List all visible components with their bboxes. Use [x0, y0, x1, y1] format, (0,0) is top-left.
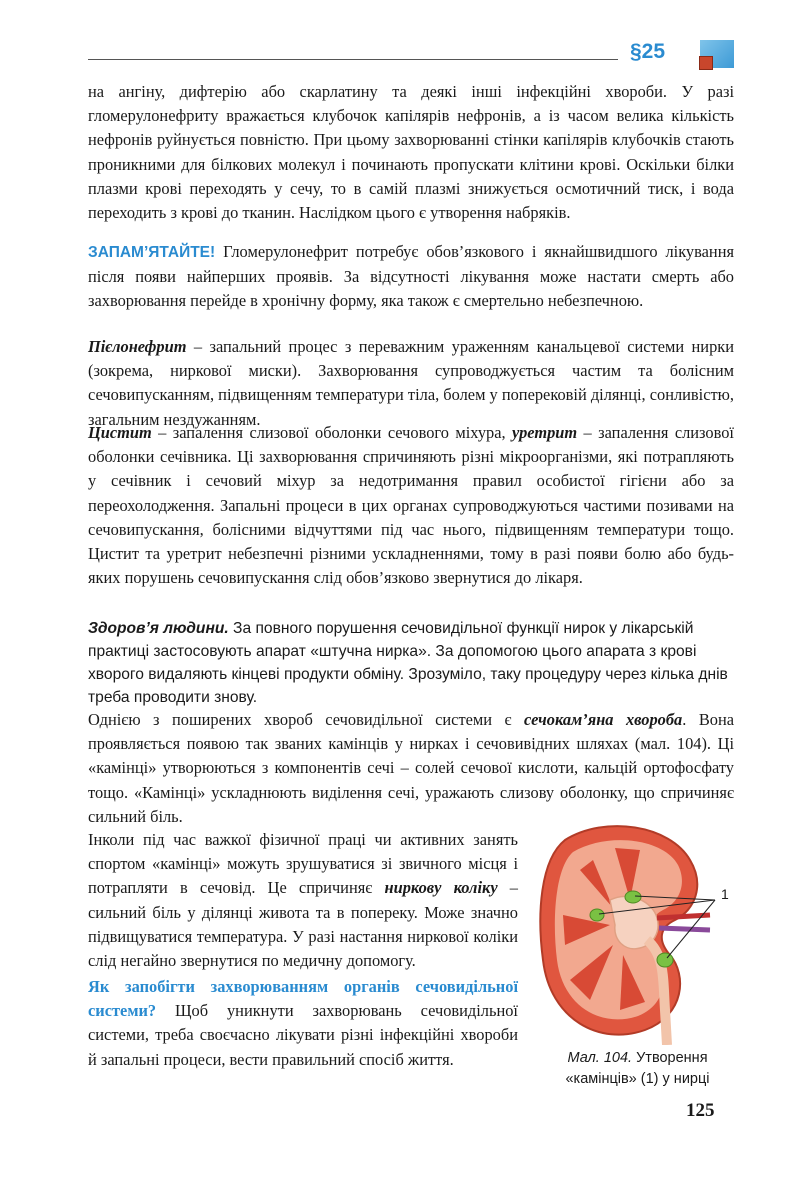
paragraph-pyelonephritis: [88, 335, 734, 432]
header-rule: [88, 59, 618, 60]
urolithiasis-text: . Вона проявляється появою так званих камінців у нирках і сечовивідних шляхах (мал. 104). Ці «камінці» утворюються з компонентів сечі – солей сечової кислоти, кальцій ортофосфату тощо. «Камінці» ускладнюють виділення сечі, уражають слизову оболонку, що спричиняє сильний біль.: [88, 710, 734, 826]
remember-text: Гломерулонефрит потребує обов’язкового і якнайшвидшого лікування після появи найперших проявів. За відсутності лікування може настати смерть або захворювання перейде в хронічну форму, яка також є смертельно небезпечною.: [88, 242, 734, 311]
term-urolithiasis: сечокам’яна хвороба: [524, 710, 683, 729]
urethritis-text: – запалення слизової оболонки сечівника. Ці захворювання спричиняють різні мікроорганізми, які потрапляють у сечівник і сечовий міхур за недотримання правил особистої гігієни або за переохолодження. Запальні процеси в цих органах супроводжуються частими позивами на сечовипускання, болісними відчуттями під час нього, підвищенням температури тощо. Цистит та уретрит небезпечні різними ускладненнями, тому в разі появи болю або будь-яких порушень сечовипускання слід обов’язково звернутися до лікаря.: [88, 423, 734, 588]
remember-note: [88, 240, 734, 314]
term-urethritis: уретрит: [512, 423, 578, 442]
section-number: §25: [630, 40, 666, 63]
paragraph-cystitis: [88, 421, 734, 590]
prevention-question: Як запобігти захворюванням органів сечовидільної системи?: [88, 977, 518, 1021]
corner-square-icon: [699, 56, 713, 70]
colic-intro: Інколи під час важкої фізичної праці чи активних занять спортом «камінці» можуть зрушуватися зі звичного місця і потрапляти в сечовід. Це спричиняє: [88, 830, 518, 898]
health-text: За повного порушення сечовидільної функції нирок у лікарській практиці застосовують апарат «штучна нирка». За допомогою цього апарата з крові хворого видаляють кінцеві продукти обміну. Зрозуміло, таку процедуру через кілька днів треба проводити знову.: [88, 620, 728, 706]
term-pyelonephritis: Пієлонефрит: [88, 337, 187, 356]
prevention-paragraph: [88, 975, 518, 1072]
paragraph-renal-colic: [88, 828, 518, 973]
colic-text: – сильний біль у ділянці живота та в попереку. Може значно підвищуватися температура. У разі настання ниркової коліки слід негайно звернутися по медичну допомогу.: [88, 878, 518, 971]
page-number: 125: [686, 1100, 715, 1121]
kidney-illustration: [535, 820, 750, 1045]
caption-label: Мал. 104.: [567, 1050, 633, 1066]
prevention-text: Щоб уникнути захворювань сечовидільної системи, треба своєчасно лікувати різні інфекційні хвороби й запальні процеси, вести правильний спосіб життя.: [88, 1001, 518, 1069]
remember-title: ЗАПАМ’ЯТАЙТЕ!: [88, 244, 216, 261]
pyelonephritis-text: – запальний процес з переважним ураженням канальцевої системи нирки (зокрема, ниркової миски). Захворювання супроводжується частим та болісним сечовипусканням, підвищенням температури тіла, болем у поперековій ділянці, сонливістю, загальним нездужанням.: [88, 337, 734, 429]
term-renal-colic: ниркову коліку: [384, 878, 498, 898]
term-cystitis: Цистит: [88, 423, 152, 442]
paragraph-urolithiasis: [88, 708, 734, 829]
cystitis-text: – запалення слизової оболонки сечового міхура,: [151, 423, 513, 442]
paragraph-glomerulonephritis: на ангіну, дифтерію або скарлатину та деякі інші інфекційні хвороби. У разі гломерулонефриту вражається клубочок капілярів нефронів, а із часом велика кількість нефронів руйнується повністю. При цьому захворюванні стінки капілярів клубочків стають проникними для білкових молекул і починають пропускати клітини крові. Оскільки білки плазми крові переходять у сечу, то в самій плазмі знижується осмотичний тиск, і вода переходить з крові до тканин. Наслідком цього є утворення набряків.: [88, 82, 734, 223]
kidney-stones-icon: [535, 820, 750, 1045]
urolithiasis-intro: Однією з поширених хвороб сечовидільної системи є: [88, 710, 525, 729]
figure-marker: 1: [721, 886, 729, 902]
figure-caption: [535, 1048, 740, 1090]
health-title: Здоров’я людини.: [88, 620, 229, 637]
caption-text: Утворення «камінців» (1) у нирці: [565, 1050, 710, 1087]
health-note: [88, 617, 734, 709]
